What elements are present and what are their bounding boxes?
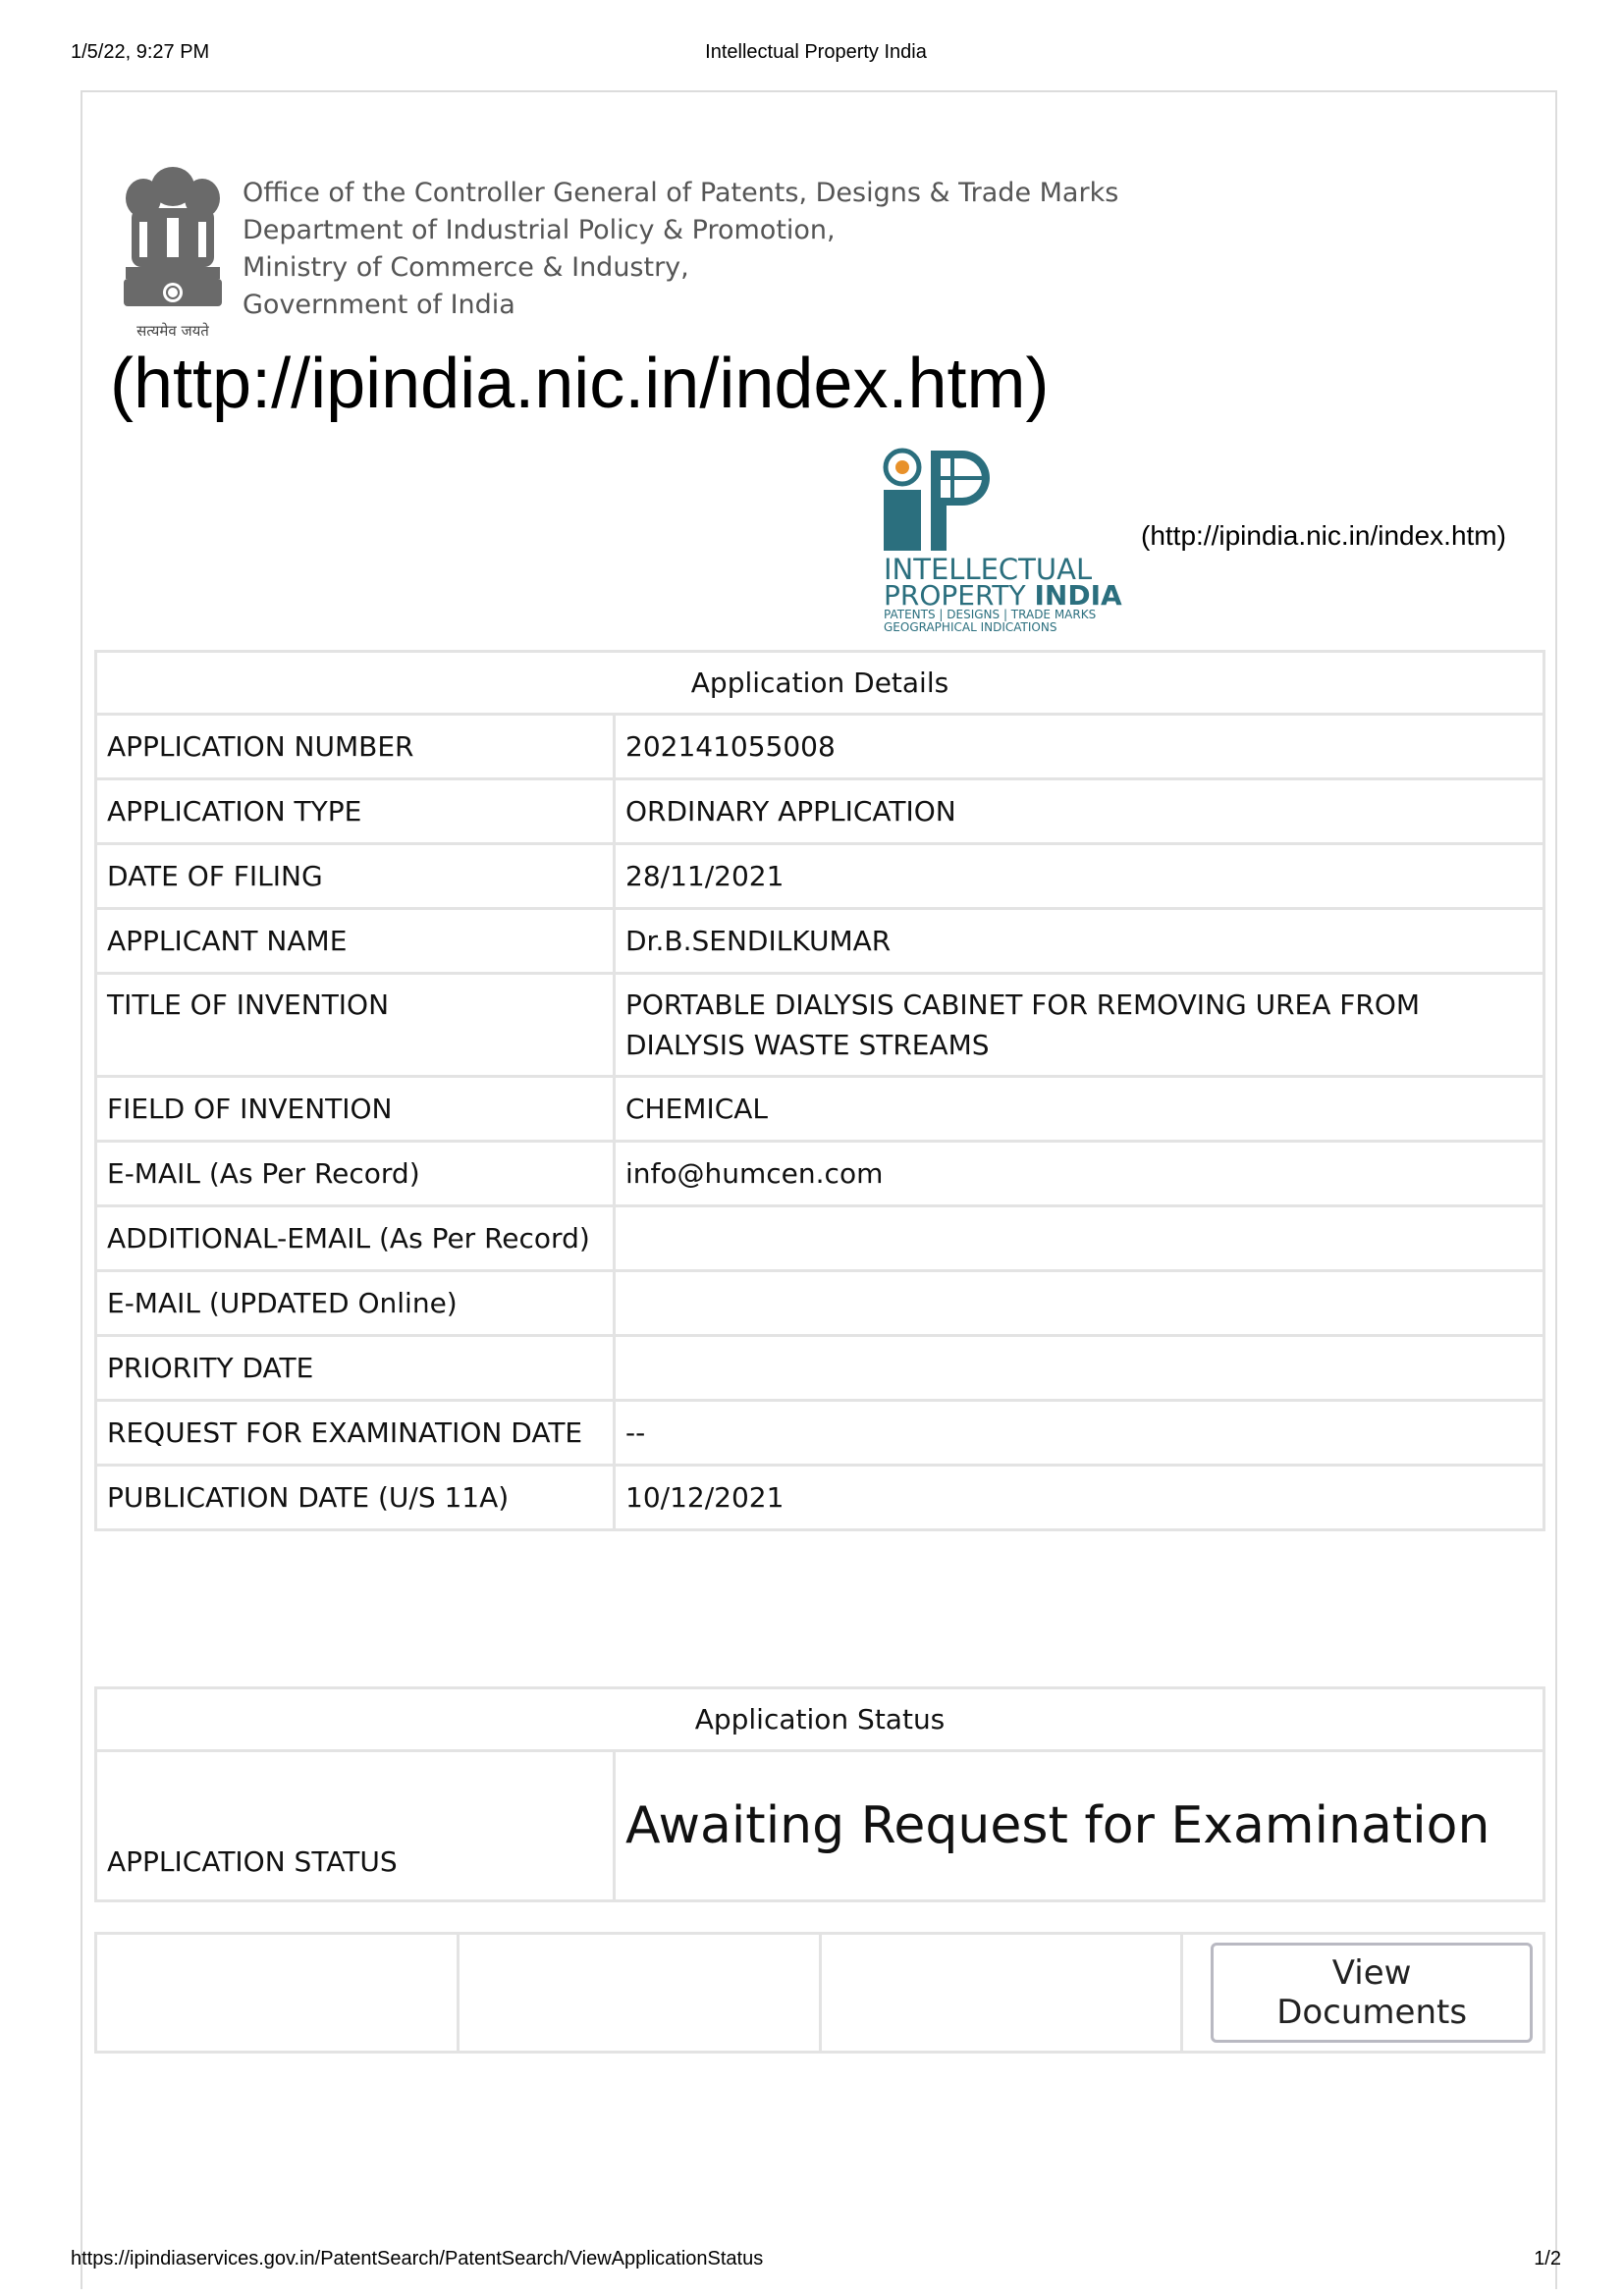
office-heading (243, 175, 1118, 324)
office-line: Government of India (243, 290, 515, 320)
field-value: 28/11/2021 (615, 844, 1544, 909)
print-page-title: Intellectual Property India (705, 41, 927, 63)
application-status-caption: Application Status (96, 1688, 1544, 1751)
field-label: E-MAIL (As Per Record) (96, 1142, 615, 1206)
field-value: 10/12/2021 (615, 1466, 1544, 1530)
table-row (96, 1751, 1544, 1901)
field-label: ADDITIONAL-EMAIL (As Per Record) (96, 1206, 615, 1271)
status-label: APPLICATION STATUS (96, 1751, 615, 1901)
view-documents-button[interactable]: View Documents (1211, 1943, 1533, 2043)
field-label: APPLICATION NUMBER (96, 715, 615, 779)
field-value: PORTABLE DIALYSIS CABINET FOR REMOVING UREA FROM DIALYSIS WASTE STREAMS (615, 974, 1544, 1077)
print-header (71, 41, 1561, 67)
print-url: https://ipindiaservices.gov.in/PatentSearch/PatentSearch/ViewApplicationStatus (71, 2248, 764, 2269)
field-value: Dr.B.SENDILKUMAR (615, 909, 1544, 974)
table-row (96, 1466, 1544, 1530)
field-value (615, 1271, 1544, 1336)
table-row (96, 715, 1544, 779)
logo-line-india: INDIA (1034, 579, 1122, 612)
table-row (96, 1401, 1544, 1466)
logo-line-intellectual: INTELLECTUAL (884, 553, 1093, 586)
field-label: E-MAIL (UPDATED Online) (96, 1271, 615, 1336)
emblem-caption: सत्यमेव जयते (136, 322, 209, 340)
application-status-table (94, 1686, 1545, 1902)
status-value: Awaiting Request for Examination (615, 1751, 1544, 1901)
application-details-caption: Application Details (96, 652, 1544, 715)
field-label: REQUEST FOR EXAMINATION DATE (96, 1401, 615, 1466)
print-datetime: 1/5/22, 9:27 PM (71, 41, 210, 63)
table-row (96, 1077, 1544, 1142)
application-details-table (94, 650, 1545, 1531)
table-row (96, 974, 1544, 1077)
table-row (96, 1271, 1544, 1336)
field-label: FIELD OF INVENTION (96, 1077, 615, 1142)
field-label: PUBLICATION DATE (U/S 11A) (96, 1466, 615, 1530)
print-page-number: 1/2 (1534, 2248, 1561, 2269)
logo-line-patents: PATENTS | DESIGNS | TRADE MARKS (884, 608, 1097, 621)
field-value: ORDINARY APPLICATION (615, 779, 1544, 844)
field-value (615, 1206, 1544, 1271)
field-label: DATE OF FILING (96, 844, 615, 909)
table-row (96, 779, 1544, 844)
field-label: PRIORITY DATE (96, 1336, 615, 1401)
field-value: CHEMICAL (615, 1077, 1544, 1142)
field-label: APPLICATION TYPE (96, 779, 615, 844)
field-value: -- (615, 1401, 1544, 1466)
field-value: 202141055008 (615, 715, 1544, 779)
field-value (615, 1336, 1544, 1401)
office-line: Department of Industrial Policy & Promotion, (243, 215, 836, 245)
table-row (96, 909, 1544, 974)
empty-cell (458, 1934, 820, 2053)
ip-india-logo[interactable] (880, 447, 1137, 633)
field-label: APPLICANT NAME (96, 909, 615, 974)
table-row (96, 1934, 1544, 2053)
actions-cell (1182, 1934, 1544, 2053)
field-label: TITLE OF INVENTION (96, 974, 615, 1077)
table-row (96, 1336, 1544, 1401)
empty-cell (820, 1934, 1182, 2053)
home-link[interactable]: (http://ipindia.nic.in/index.htm) (110, 345, 1050, 423)
office-line: Office of the Controller General of Patents, Designs & Trade Marks (243, 178, 1119, 208)
empty-cell (96, 1934, 459, 2053)
logo-line-gi: GEOGRAPHICAL INDICATIONS (884, 620, 1057, 633)
actions-table (94, 1932, 1545, 2054)
table-row (96, 1206, 1544, 1271)
field-value: info@humcen.com (615, 1142, 1544, 1206)
table-row (96, 844, 1544, 909)
national-emblem-icon (118, 157, 228, 344)
office-line: Ministry of Commerce & Industry, (243, 252, 689, 283)
logo-line-property: PROPERTY (884, 579, 1035, 612)
logo-link[interactable]: (http://ipindia.nic.in/index.htm) (1141, 520, 1506, 551)
print-footer (71, 2248, 1561, 2273)
table-row (96, 1142, 1544, 1206)
